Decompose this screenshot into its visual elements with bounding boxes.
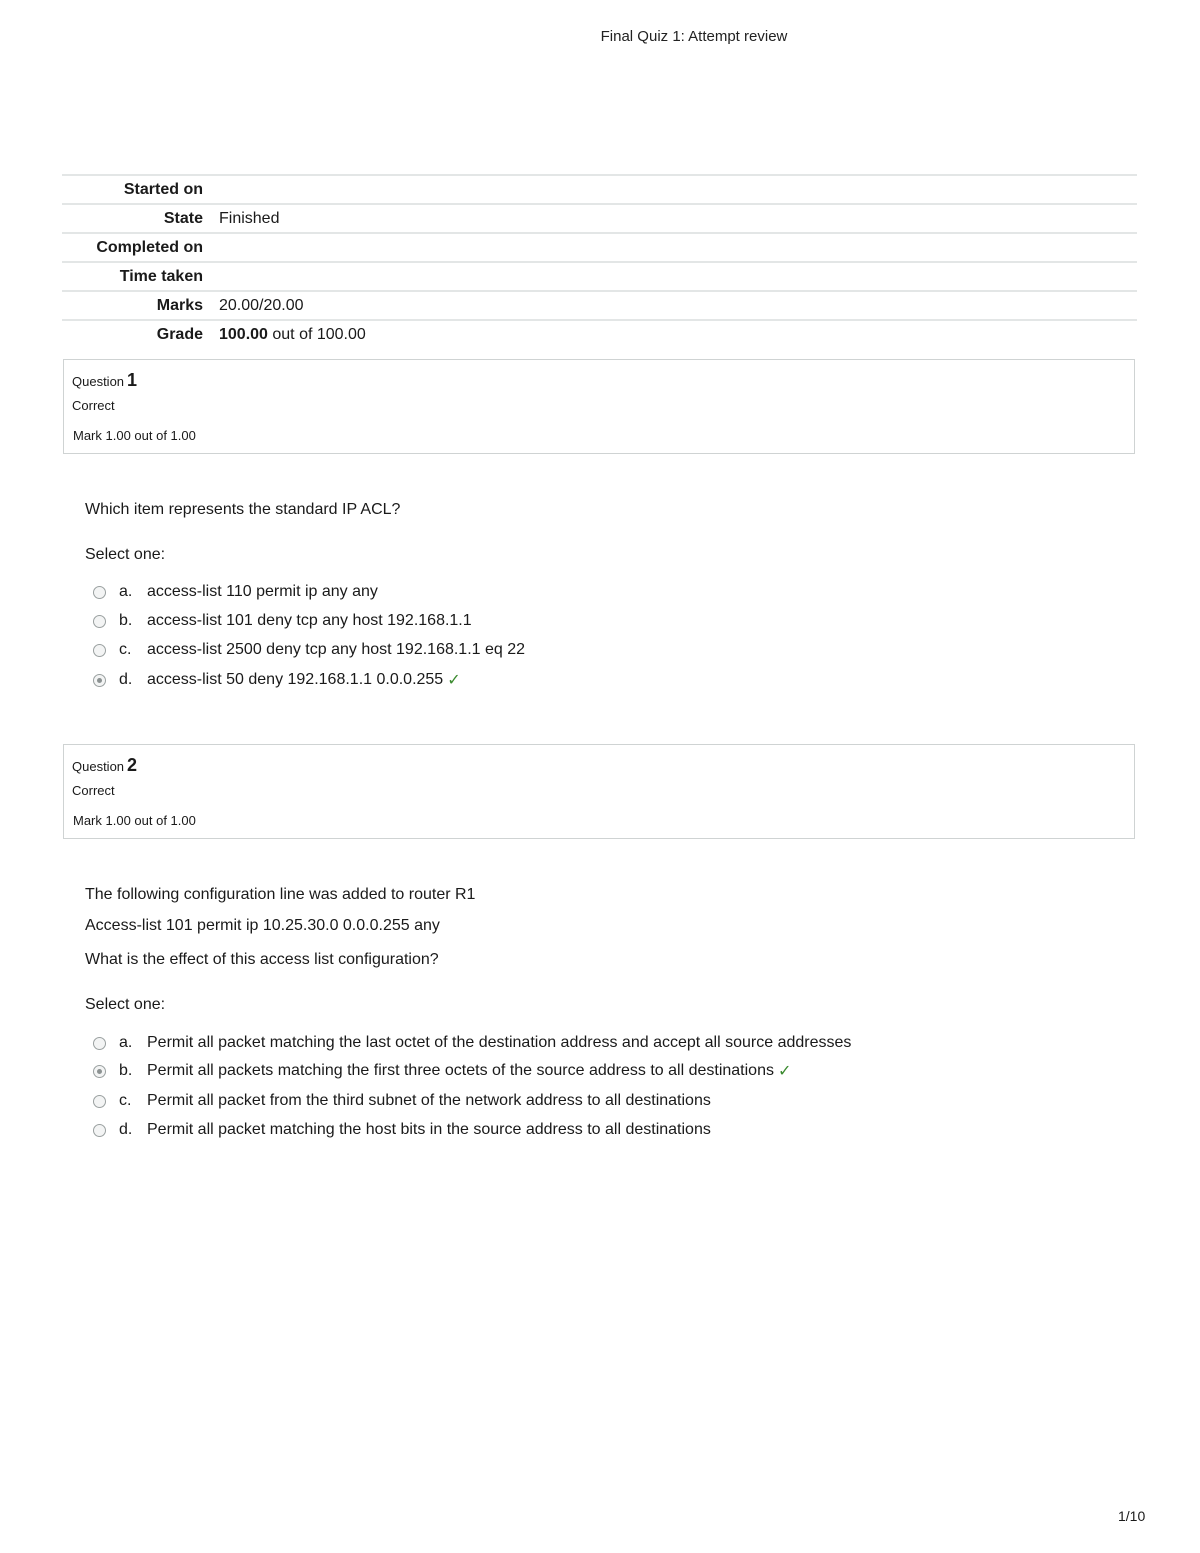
question-text-line: What is the effect of this access list configuration?: [85, 951, 439, 968]
answer-letter: d.: [119, 1121, 133, 1138]
answer-option[interactable]: [93, 610, 472, 632]
answer-option-selected[interactable]: [93, 1060, 791, 1082]
question-text: Which item represents the standard IP ACL?: [85, 501, 401, 518]
summary-label: Marks: [156, 296, 203, 314]
answer-letter: a.: [119, 583, 133, 600]
correct-check-icon: ✓: [777, 1063, 792, 1080]
summary-value: Finished: [219, 209, 280, 227]
answer-letter: c.: [119, 1092, 132, 1109]
answer-text: access-list 50 deny 192.168.1.1 0.0.0.255: [147, 671, 444, 688]
answer-option[interactable]: [93, 1032, 851, 1054]
summary-row-completed: [62, 232, 1137, 261]
question-info-box: [63, 744, 1135, 839]
question-prefix: Question: [72, 759, 125, 774]
summary-label: State: [163, 209, 203, 227]
radio-button[interactable]: [93, 615, 106, 628]
answer-text: access-list 101 deny tcp any host 192.168.1.1: [147, 612, 472, 629]
summary-value: 20.00/20.00: [219, 296, 304, 314]
radio-button-checked[interactable]: [93, 1065, 106, 1078]
radio-button[interactable]: [93, 1095, 106, 1108]
answer-text: access-list 110 permit ip any any: [147, 583, 378, 600]
correct-check-icon: ✓: [447, 672, 461, 689]
page-number: 1/10: [1118, 1508, 1146, 1524]
question-mark: Mark 1.00 out of 1.00: [73, 813, 196, 828]
radio-button[interactable]: [93, 1124, 106, 1137]
answer-letter: d.: [119, 671, 133, 688]
question-text-line: Access-list 101 permit ip 10.25.30.0 0.0.0.255 any: [85, 917, 440, 934]
answer-text: Permit all packet matching the last octet of the destination address and accept all source addresses: [147, 1034, 852, 1051]
question-prefix: Question: [72, 374, 125, 389]
summary-label: Time taken: [119, 267, 203, 285]
answer-text: Permit all packet matching the host bits in the source address to all destinations: [147, 1121, 711, 1138]
summary-label: Completed on: [96, 238, 203, 256]
summary-row-state: [62, 203, 1137, 232]
question-number-value: 1: [127, 370, 138, 390]
summary-row-started: [62, 174, 1137, 203]
question-text-line: The following configuration line was added to router R1: [85, 886, 476, 903]
answer-letter: b.: [119, 1062, 133, 1079]
grade-suffix: out of 100.00: [267, 325, 366, 343]
page-title: Final Quiz 1: Attempt review: [600, 28, 788, 45]
summary-row-marks: [62, 290, 1137, 319]
answer-letter: a.: [119, 1034, 133, 1051]
answer-text: Permit all packet from the third subnet of the network address to all destinations: [147, 1092, 711, 1109]
answer-letter: c.: [119, 641, 132, 658]
question-number: [72, 755, 137, 776]
answer-option[interactable]: [93, 581, 378, 603]
summary-label: Grade: [156, 325, 203, 343]
answer-text: Permit all packets matching the first three octets of the source address to all destinations: [147, 1062, 774, 1079]
radio-button[interactable]: [93, 1037, 106, 1050]
summary-row-time-taken: [62, 261, 1137, 290]
question-number-value: 2: [127, 755, 138, 775]
answer-option[interactable]: [93, 1119, 711, 1141]
question-info-box: [63, 359, 1135, 454]
summary-value: [219, 326, 366, 344]
attempt-summary-table: [62, 174, 1137, 348]
answer-text: access-list 2500 deny tcp any host 192.168.1.1 eq 22: [147, 641, 526, 658]
radio-button-checked[interactable]: [93, 674, 106, 687]
grade-score: 100.00: [219, 325, 268, 343]
summary-label: Started on: [123, 180, 203, 198]
summary-row-grade: [62, 319, 1137, 348]
answer-option-selected[interactable]: [93, 669, 461, 691]
radio-button[interactable]: [93, 644, 106, 657]
answer-option[interactable]: [93, 1090, 711, 1112]
question-mark: Mark 1.00 out of 1.00: [73, 428, 196, 443]
answer-option[interactable]: [93, 639, 525, 661]
select-prompt: Select one:: [85, 996, 166, 1013]
question-state: Correct: [72, 783, 115, 798]
answer-letter: b.: [119, 612, 133, 629]
select-prompt: Select one:: [85, 546, 166, 563]
question-state: Correct: [72, 398, 115, 413]
question-number: [72, 370, 137, 391]
radio-button[interactable]: [93, 586, 106, 599]
